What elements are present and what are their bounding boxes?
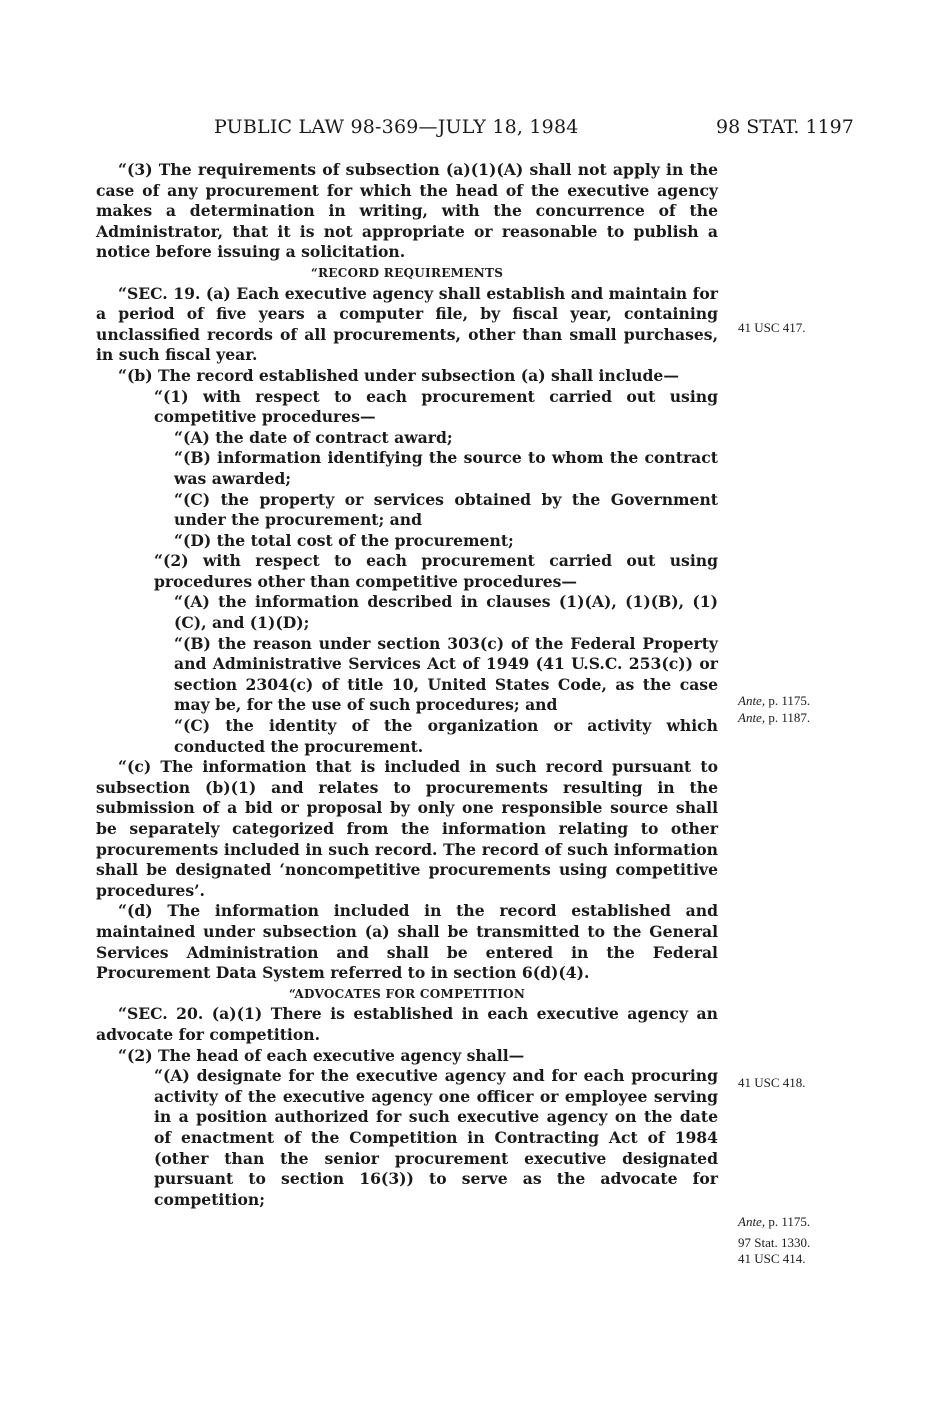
paragraph-b1: “(1) with respect to each procurement carried out using competitive procedures— — [154, 386, 718, 427]
paragraph-sec20-a1: “SEC. 20. (a)(1) There is established in each executive agency an advocate for competition. — [96, 1004, 718, 1044]
page-header-title: PUBLIC LAW 98-369—JULY 18, 1984 — [214, 116, 579, 138]
margin-note-ante-1175b: Ante, p. 1175. — [738, 1214, 811, 1229]
paragraph-sec20-a2: “(2) The head of each executive agency shall— — [118, 1045, 525, 1065]
heading-advocates: “ADVOCATES FOR COMPETITION — [288, 986, 526, 1001]
paragraph-b1A: “(A) the date of contract award; — [174, 427, 453, 447]
paragraph-sec19-c: “(c) The information that is included in such record pursuant to subsection (b)(1) and relates to procurements resulting in the submission of a bid or proposal by only one responsible source shall be separately categorized from the information relating to other procurements included in such record. The record of such information shall be designated ‘noncompetitive procurements using competitive procedures’. — [96, 757, 718, 900]
margin-note-41usc418: 41 USC 418. — [738, 1075, 806, 1090]
paragraph-b2: “(2) with respect to each procurement carried out using procedures other than competitive procedures— — [154, 551, 718, 591]
main-column — [96, 160, 718, 1210]
paragraph-a3: “(3) The requirements of subsection (a)(1)(A) shall not apply in the case of any procurement for which the head of the executive agency makes a determination in writing, with the concurrence of the Administrator, that it is not appropriate or reasonable to publish a notice before issuing a solicitation. — [96, 160, 718, 262]
paragraph-sec19-d: “(d) The information included in the record established and maintained under subsection (a) shall be transmitted to the General Services Administration and shall be entered in the Federal Procurement Data System referred to in section 6(d)(4). — [96, 901, 718, 983]
page-header-stat: 98 STAT. 1197 — [716, 116, 854, 138]
paragraph-b1B: “(B) information identifying the source to whom the contract was awarded; — [174, 448, 718, 488]
paragraph-b2A: “(A) the information described in clauses (1)(A), (1)(B), (1)(C), and (1)(D); — [174, 592, 718, 633]
paragraph-b1C: “(C) the property or services obtained by the Government under the procurement; and — [174, 489, 718, 530]
paragraph-sec19-b: “(b) The record established under subsection (a) shall include— — [118, 365, 679, 385]
paragraph-b2C: “(C) the identity of the organization or activity which conducted the procurement. — [174, 716, 718, 756]
paragraph-b1D: “(D) the total cost of the procurement; — [174, 530, 514, 550]
margin-note-ante-1175: Ante, p. 1175. — [738, 693, 811, 708]
margin-note-ante-1187: Ante, p. 1187. — [738, 710, 811, 725]
margin-note-41usc417: 41 USC 417. — [738, 320, 806, 335]
heading-record-requirements: “RECORD REQUIREMENTS — [310, 265, 504, 280]
paragraph-a2A: “(A) designate for the executive agency and for each procuring activity of the executive agency one officer or employee serving in a position authorized for such executive agency on the date of enactment of the Competition in Contracting Act of 1984 (other than the senior procurement executive designated pursuant to section 16(3)) to serve as the advocate for competition; — [154, 1066, 718, 1209]
paragraph-b2B: “(B) the reason under section 303(c) of the Federal Property and Administrative Services Act of 1949 (41 U.S.C. 253(c)) or section 2304(c) of title 10, United States Code, as the case may be, for the use of such procedures; and — [174, 633, 718, 715]
paragraph-sec19-a: “SEC. 19. (a) Each executive agency shall establish and maintain for a period of five years a computer file, by fiscal year, containing unclassified records of all procurements, other than small purchases, in such fiscal year. — [96, 283, 718, 365]
margin-note-97stat1330: 97 Stat. 1330. — [738, 1235, 811, 1250]
margin-note-41usc414: 41 USC 414. — [738, 1251, 806, 1266]
